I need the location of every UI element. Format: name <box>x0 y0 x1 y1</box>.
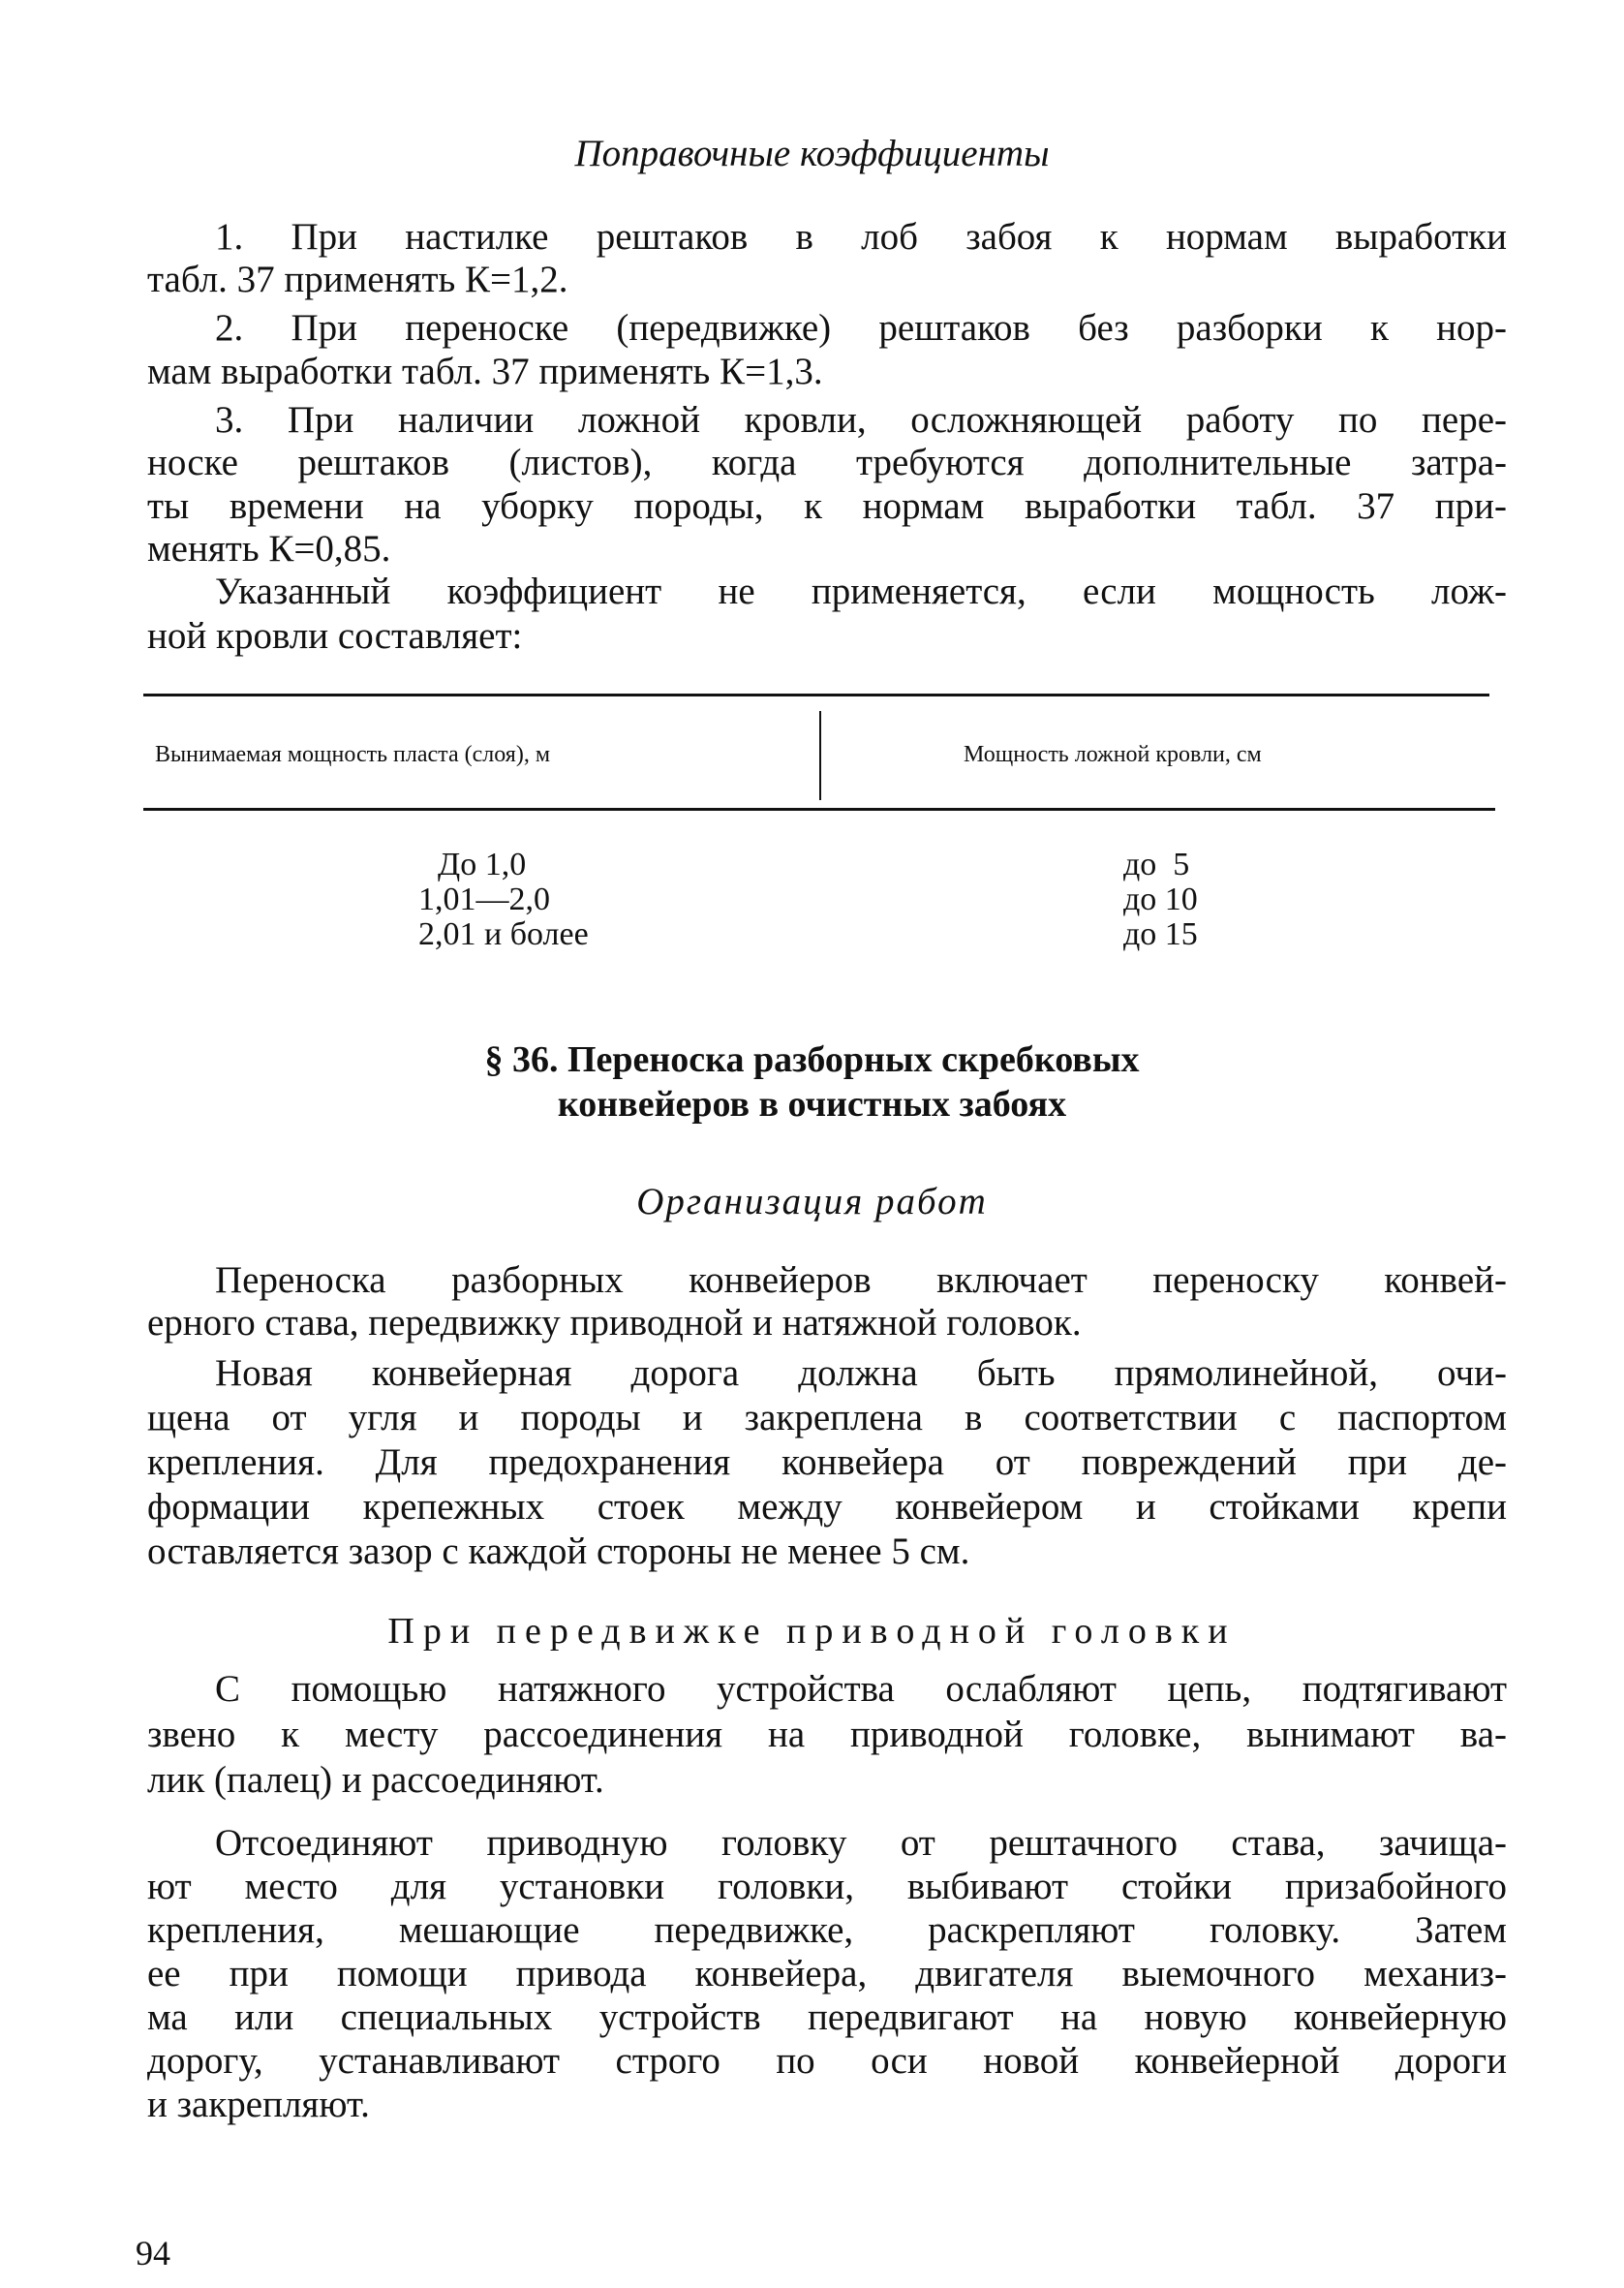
paragraph-line: 2. При переноске (передвижке) рештаков без разборки к нор- <box>215 307 1507 349</box>
paragraph-line: Отсоединяют приводную головку от рештачного става, зачища- <box>215 1822 1507 1864</box>
paragraph-line: крепления. Для предохранения конвейера от повреждений при де- <box>147 1441 1507 1483</box>
table-header-rule <box>143 808 1495 811</box>
table-header-seam-thickness: Вынимаемая мощность пласта (слоя), м <box>155 742 550 767</box>
paragraph-line: оставляется зазор с каждой стороны не менее 5 см. <box>147 1530 970 1572</box>
paragraph-line: ты времени на уборку породы, к нормам выработки табл. 37 при- <box>147 485 1507 527</box>
paragraph-line: 1. При настилке рештаков в лоб забоя к нормам выработки <box>215 216 1507 258</box>
table-cell: 1,01—2,0 <box>418 881 550 917</box>
table-cell: До 1,0 <box>438 847 527 882</box>
table-header-false-roof: Мощность ложной кровли, см <box>964 742 1262 767</box>
paragraph-line: ее при помощи привода конвейера, двигателя выемочного механиз- <box>147 1953 1507 1994</box>
section-title: конвейеров в очистных забоях <box>557 1084 1067 1125</box>
paragraph-line: и закрепляют. <box>147 2084 370 2125</box>
paragraph-line: Переноска разборных конвейеров включает переноску конвей- <box>215 1259 1507 1301</box>
paragraph-line: ной кровли составляет: <box>147 615 523 657</box>
paragraph-line: Новая конвейерная дорога должна быть прямолинейной, очи- <box>215 1352 1507 1394</box>
paragraph-line: табл. 37 применять К=1,2. <box>147 259 568 300</box>
paragraph-line: лик (палец) и рассоединяют. <box>147 1759 604 1801</box>
paragraph-line: звено к месту рассоединения на приводной головке, вынимают ва- <box>147 1714 1507 1755</box>
paragraph-line: ют место для установки головки, выбивают стойки призабойного <box>147 1866 1507 1907</box>
section-title: § 36. Переноска разборных скребковых <box>484 1039 1140 1080</box>
heading-drive-head-moving: При передвижке приводной головки <box>387 1611 1237 1652</box>
paragraph-line: дорогу, устанавливают строго по оси новой конвейерной дороги <box>147 2040 1507 2082</box>
paragraph-line: крепления, мешающие передвижке, раскрепляют головку. Затем <box>147 1909 1507 1951</box>
paragraph-line: менять К=0,85. <box>147 528 391 570</box>
heading-correction-coefficients: Поправочные коэффициенты <box>574 133 1050 174</box>
table-top-rule <box>143 694 1489 696</box>
table-cell: до 5 <box>1123 847 1190 882</box>
paragraph-line: щена от угля и породы и закреплена в соответствии с паспортом <box>147 1397 1507 1438</box>
paragraph-line: С помощью натяжного устройства ослабляют цепь, подтягивают <box>215 1668 1507 1710</box>
paragraph-line: 3. При наличии ложной кровли, осложняющей работу по пере- <box>215 399 1507 441</box>
paragraph-line: формации крепежных стоек между конвейером и стойками крепи <box>147 1486 1507 1528</box>
table-cell: до 15 <box>1123 916 1198 952</box>
paragraph-line: мам выработки табл. 37 применять К=1,3. <box>147 351 823 392</box>
table-cell: до 10 <box>1123 881 1198 917</box>
heading-work-organization: Организация работ <box>636 1181 988 1222</box>
paragraph-line: ма или специальных устройств передвигают на новую конвейерную <box>147 1996 1507 2038</box>
paragraph-line: носке рештаков (листов), когда требуются дополнительные затра- <box>147 442 1507 483</box>
table-cell: 2,01 и более <box>418 916 589 952</box>
page-number: 94 <box>136 2234 170 2273</box>
paragraph-line: ерного става, передвижку приводной и натяжной головок. <box>147 1302 1082 1344</box>
table-column-divider <box>819 711 821 800</box>
paragraph-line: Указанный коэффициент не применяется, если мощность лож- <box>215 571 1507 612</box>
